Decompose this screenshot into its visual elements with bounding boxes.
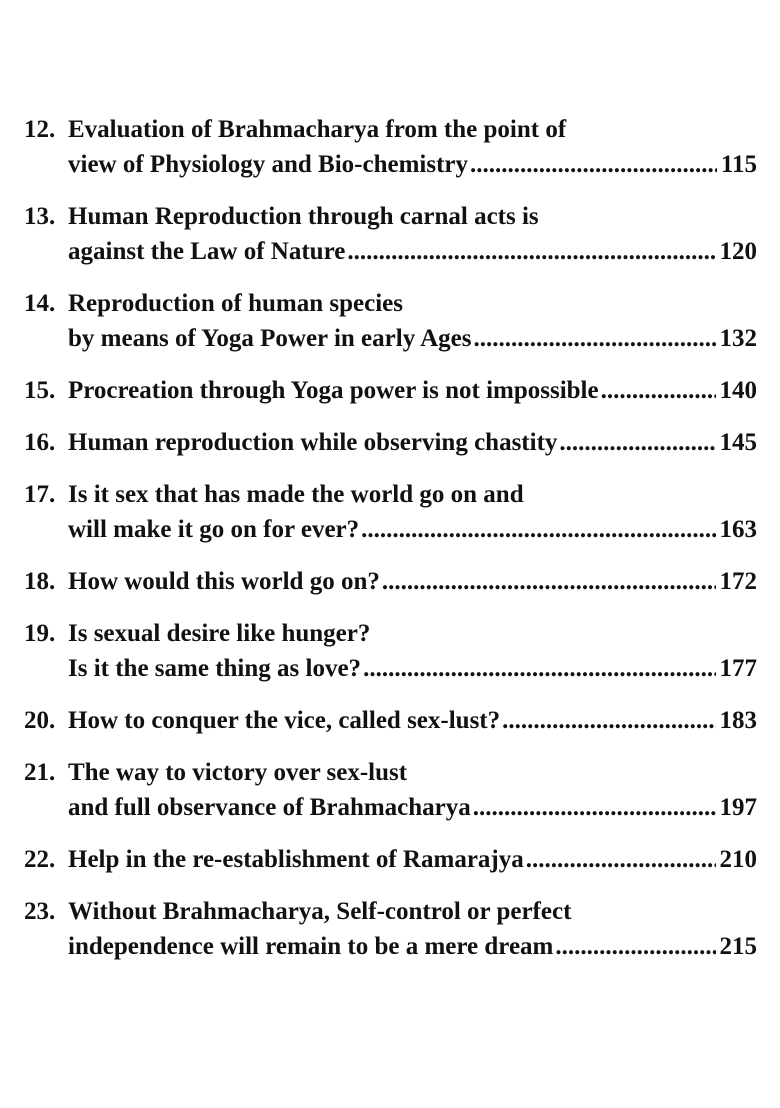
- entry-title-line: [24, 564, 757, 599]
- table-of-contents: [24, 112, 757, 981]
- toc-entry[interactable]: [24, 373, 757, 408]
- entry-title-text: Procreation through Yoga power is not impossible: [68, 377, 599, 404]
- entry-title-line: [24, 512, 757, 547]
- entry-title-text: How would this world go on?: [68, 568, 380, 595]
- entry-title-text: Human reproduction while observing chastity: [68, 429, 558, 456]
- toc-entry[interactable]: [24, 425, 757, 460]
- entry-number: 15.: [24, 377, 56, 404]
- entry-title-text: Help in the re-establishment of Ramarajya: [68, 846, 524, 873]
- toc-entry[interactable]: [24, 564, 757, 599]
- entry-number: 13.: [24, 203, 56, 230]
- entry-number: 18.: [24, 568, 56, 595]
- entry-title-text: view of Physiology and Bio-chemistry: [68, 151, 468, 178]
- entry-title-line: [24, 373, 757, 408]
- entry-number: 20.: [24, 707, 56, 734]
- entry-number: 22.: [24, 846, 56, 873]
- dot-leader: [363, 651, 715, 686]
- entry-title-line: [24, 790, 757, 825]
- entry-number: 17.: [24, 481, 56, 508]
- entry-title-line: [24, 929, 757, 964]
- page-number: 145: [719, 429, 757, 456]
- entry-title-text: against the Law of Nature: [68, 238, 346, 265]
- page-number: 132: [719, 325, 757, 352]
- toc-entry[interactable]: [24, 199, 757, 269]
- entry-title-text: will make it go on for ever?: [68, 516, 360, 543]
- entry-number: 14.: [24, 290, 56, 317]
- page-number: 115: [720, 151, 757, 178]
- toc-entry[interactable]: [24, 755, 757, 825]
- page-number: 140: [719, 377, 757, 404]
- page-number: 197: [719, 794, 757, 821]
- page-number: 210: [719, 846, 757, 873]
- entry-title-line: Evaluation of Brahmacharya from the point of: [68, 116, 567, 143]
- entry-title-line: [24, 651, 757, 686]
- dot-leader: [361, 512, 715, 547]
- dot-leader: [526, 842, 716, 877]
- entry-title-line: [24, 425, 757, 460]
- dot-leader: [555, 929, 715, 964]
- dot-leader: [473, 321, 715, 356]
- toc-entry[interactable]: [24, 112, 757, 182]
- toc-entry[interactable]: [24, 842, 757, 877]
- page-number: 177: [719, 655, 757, 682]
- dot-leader: [473, 790, 716, 825]
- page-number: 215: [719, 933, 757, 960]
- page-number: 183: [719, 707, 757, 734]
- page-number: 163: [719, 516, 757, 543]
- page-number: 120: [719, 238, 757, 265]
- entry-title-line: Human Reproduction through carnal acts is: [68, 203, 539, 230]
- toc-entry[interactable]: [24, 477, 757, 547]
- entry-title-line: The way to victory over sex-lust: [68, 759, 408, 786]
- toc-entry[interactable]: [24, 286, 757, 356]
- toc-entry[interactable]: [24, 894, 757, 964]
- entry-title-line: Without Brahmacharya, Self-control or perfect: [68, 898, 572, 925]
- page-number: 172: [719, 568, 757, 595]
- dot-leader: [502, 703, 715, 738]
- entry-title-line: [24, 703, 757, 738]
- entry-title-text: independence will remain to be a mere dream: [68, 933, 554, 960]
- entry-number: 19.: [24, 620, 56, 647]
- entry-title-line: [24, 321, 757, 356]
- entry-number: 21.: [24, 759, 56, 786]
- entry-title-text: by means of Yoga Power in early Ages: [68, 325, 472, 352]
- entry-title-line: Is it sex that has made the world go on and: [68, 481, 524, 508]
- entry-title-text: and full observance of Brahmacharya: [68, 794, 471, 821]
- dot-leader: [559, 425, 715, 460]
- dot-leader: [470, 147, 717, 182]
- entry-title-line: [24, 234, 757, 269]
- dot-leader: [601, 373, 716, 408]
- entry-title-line: [24, 842, 757, 877]
- entry-title-text: How to conquer the vice, called sex-lust?: [68, 707, 501, 734]
- entry-number: 16.: [24, 429, 56, 456]
- entry-title-line: [24, 147, 757, 182]
- dot-leader: [347, 234, 715, 269]
- entry-number: 23.: [24, 898, 56, 925]
- toc-entry[interactable]: [24, 616, 757, 686]
- entry-number: 12.: [24, 116, 56, 143]
- toc-entry[interactable]: [24, 703, 757, 738]
- entry-title-line: Reproduction of human species: [68, 290, 403, 317]
- entry-title-text: Is it the same thing as love?: [68, 655, 362, 682]
- entry-title-line: Is sexual desire like hunger?: [68, 620, 371, 647]
- dot-leader: [382, 564, 716, 599]
